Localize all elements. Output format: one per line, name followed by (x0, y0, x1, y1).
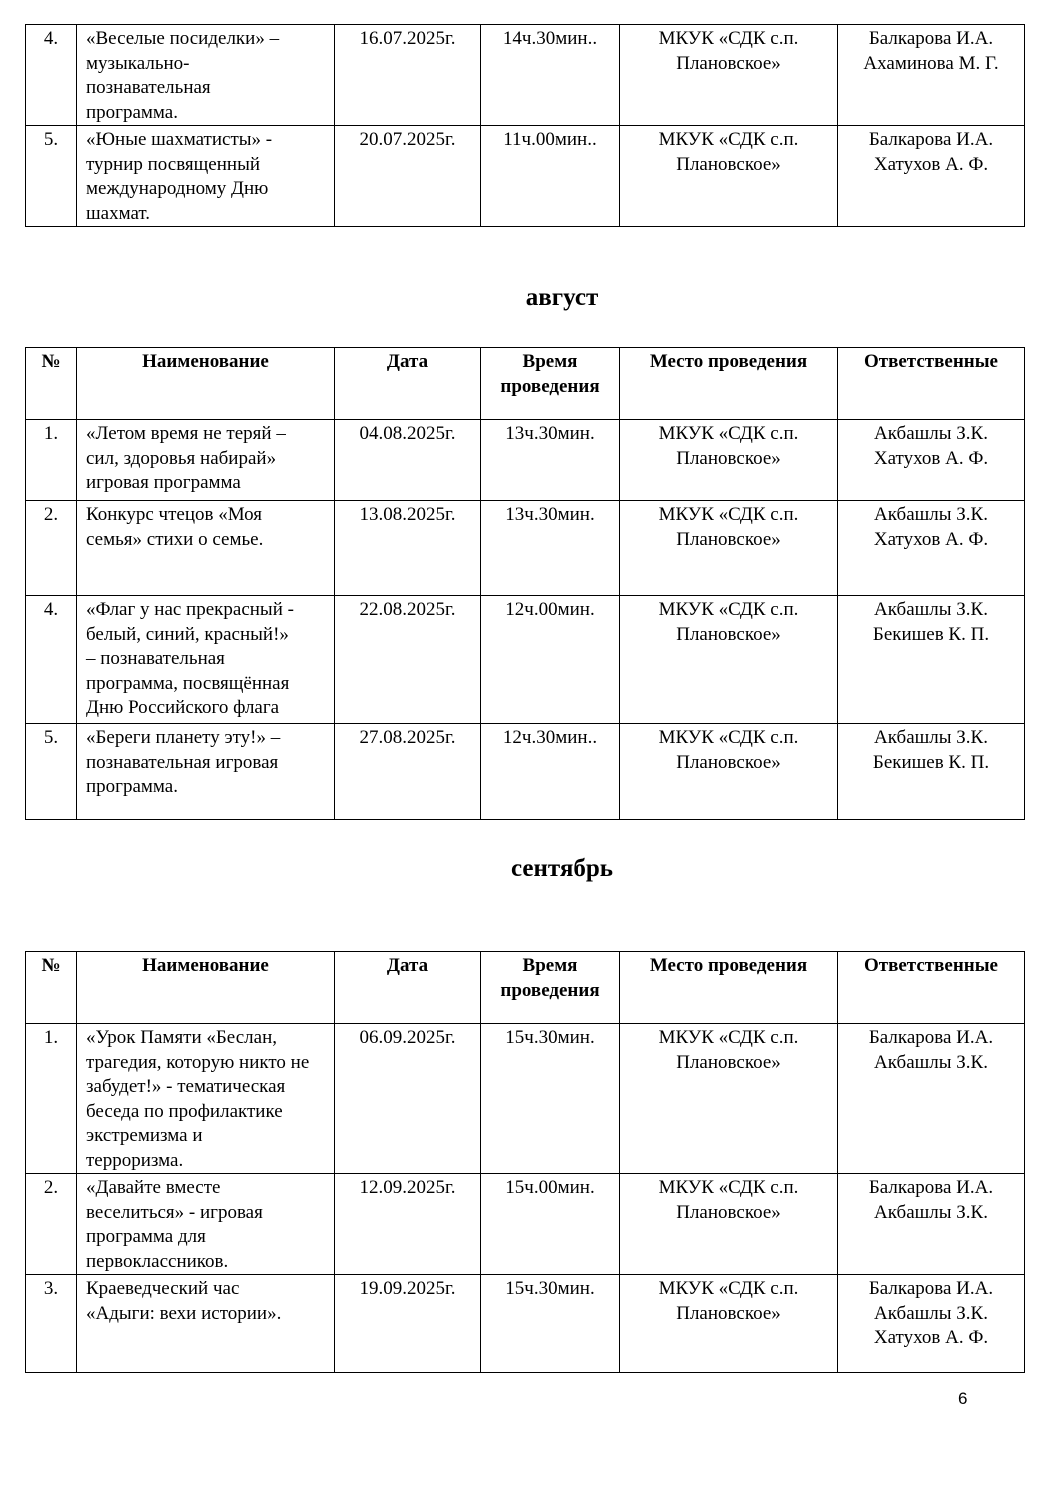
row-number: 4. (26, 25, 77, 126)
event-date: 12.09.2025г. (335, 1174, 481, 1275)
table-row (26, 1024, 1025, 1174)
table-header (26, 348, 1025, 420)
event-name: «Давайте вместе веселиться» - игровая программа для первоклассников. (77, 1174, 335, 1275)
row-number: 3. (26, 1275, 77, 1373)
event-time: 14ч.30мин.. (481, 25, 620, 126)
event-place: МКУК «СДК с.п. Плановское» (620, 501, 838, 596)
july-events-table (25, 24, 1025, 227)
event-name: «Юные шахматисты» - турнир посвященный международному Дню шахмат. (77, 126, 335, 227)
event-responsible: Балкарова И.А. Акбашлы З.К. (838, 1024, 1025, 1174)
event-responsible: Балкарова И.А. Акбашлы З.К. (838, 1174, 1025, 1275)
header-date: Дата (335, 952, 481, 1024)
event-date: 19.09.2025г. (335, 1275, 481, 1373)
event-responsible: Балкарова И.А. Хатухов А. Ф. (838, 126, 1025, 227)
event-name: Конкурс чтецов «Моя семья» стихи о семье. (77, 501, 335, 596)
header-time: Время проведения (481, 952, 620, 1024)
event-date: 04.08.2025г. (335, 420, 481, 501)
event-name: «Береги планету эту!» – познавательная игровая программа. (77, 724, 335, 820)
event-name: «Флаг у нас прекрасный - белый, синий, красный!» – познавательная программа, посвящённая Дню Российского флага (77, 596, 335, 724)
event-responsible: Акбашлы З.К. Бекишев К. П. (838, 596, 1025, 724)
header-number: № (26, 348, 77, 420)
row-number: 1. (26, 420, 77, 501)
event-responsible: Акбашлы З.К. Хатухов А. Ф. (838, 420, 1025, 501)
event-name: «Урок Памяти «Беслан, трагедия, которую никто не забудет!» - тематическая беседа по профилактике экстремизма и терроризма. (77, 1024, 335, 1174)
table-row (26, 724, 1025, 820)
header-name: Наименование (77, 348, 335, 420)
table-header (26, 952, 1025, 1024)
table-row (26, 1275, 1025, 1373)
event-responsible: Балкарова И.А. Акбашлы З.К. Хатухов А. Ф. (838, 1275, 1025, 1373)
event-date: 20.07.2025г. (335, 126, 481, 227)
event-date: 27.08.2025г. (335, 724, 481, 820)
event-place: МКУК «СДК с.п. Плановское» (620, 126, 838, 227)
row-number: 2. (26, 1174, 77, 1275)
header-place: Место проведения (620, 348, 838, 420)
row-number: 1. (26, 1024, 77, 1174)
header-time: Время проведения (481, 348, 620, 420)
event-place: МКУК «СДК с.п. Плановское» (620, 25, 838, 126)
row-number: 5. (26, 126, 77, 227)
page-number: 6 (958, 1389, 968, 1408)
event-place: МКУК «СДК с.п. Плановское» (620, 1275, 838, 1373)
august-events-table (25, 347, 1025, 820)
event-name: «Веселые посиделки» – музыкально- познавательная программа. (77, 25, 335, 126)
row-number: 2. (26, 501, 77, 596)
event-place: МКУК «СДК с.п. Плановское» (620, 724, 838, 820)
september-events-table (25, 951, 1025, 1373)
table-row (26, 126, 1025, 227)
table-row (26, 25, 1025, 126)
event-time: 15ч.00мин. (481, 1174, 620, 1275)
event-date: 13.08.2025г. (335, 501, 481, 596)
row-number: 4. (26, 596, 77, 724)
header-date: Дата (335, 348, 481, 420)
month-heading-september: сентябрь (510, 855, 613, 882)
event-name: «Летом время не теряй – сил, здоровья набирай» игровая программа (77, 420, 335, 501)
event-date: 16.07.2025г. (335, 25, 481, 126)
header-responsible: Ответственные (838, 952, 1025, 1024)
event-date: 22.08.2025г. (335, 596, 481, 724)
event-time: 15ч.30мин. (481, 1024, 620, 1174)
table-row (26, 1174, 1025, 1275)
table-row (26, 501, 1025, 596)
table-row (26, 420, 1025, 501)
event-responsible: Балкарова И.А. Ахаминова М. Г. (838, 25, 1025, 126)
event-time: 12ч.30мин.. (481, 724, 620, 820)
header-place: Место проведения (620, 952, 838, 1024)
header-responsible: Ответственные (838, 348, 1025, 420)
event-time: 13ч.30мин. (481, 420, 620, 501)
month-heading-august: август (525, 284, 599, 311)
event-time: 11ч.00мин.. (481, 126, 620, 227)
row-number: 5. (26, 724, 77, 820)
header-number: № (26, 952, 77, 1024)
event-responsible: Акбашлы З.К. Хатухов А. Ф. (838, 501, 1025, 596)
header-name: Наименование (77, 952, 335, 1024)
event-place: МКУК «СДК с.п. Плановское» (620, 596, 838, 724)
event-time: 12ч.00мин. (481, 596, 620, 724)
event-time: 13ч.30мин. (481, 501, 620, 596)
event-time: 15ч.30мин. (481, 1275, 620, 1373)
event-date: 06.09.2025г. (335, 1024, 481, 1174)
event-place: МКУК «СДК с.п. Плановское» (620, 420, 838, 501)
event-place: МКУК «СДК с.п. Плановское» (620, 1024, 838, 1174)
event-responsible: Акбашлы З.К. Бекишев К. П. (838, 724, 1025, 820)
table-row (26, 596, 1025, 724)
event-name: Краеведческий час «Адыги: вехи истории». (77, 1275, 335, 1373)
event-place: МКУК «СДК с.п. Плановское» (620, 1174, 838, 1275)
